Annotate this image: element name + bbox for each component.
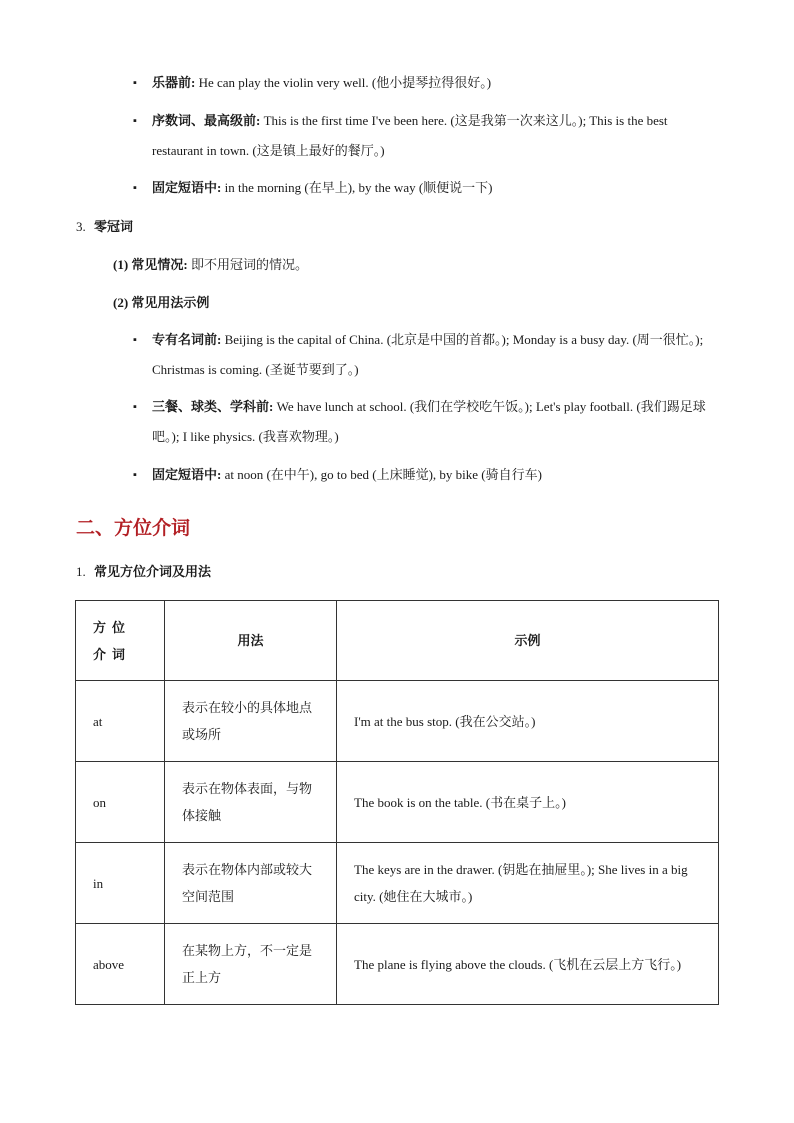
bullet-label: 序数词、最高级前: [152,113,261,128]
bullet-icon: ▪ [133,401,137,413]
cell-preposition: above [76,924,165,1005]
cell-usage: 表示在物体内部或较大空间范围 [165,843,337,924]
cell-preposition: in [76,843,165,924]
bullet-icon: ▪ [133,334,137,346]
bullet-text: This is the first time I've been here. (这是我第一次来这儿。); This is the best restaurant in town. (这是镇上最好的餐厅。) [152,113,668,158]
table-row [76,843,719,924]
bullet-label: 三餐、球类、学科前: [152,399,274,414]
subheading-common-situation [113,255,308,275]
bullet-icon: ▪ [133,77,137,89]
bullet-text: He can play the violin very well. (他小提琴拉得很好。) [195,75,492,90]
bullet-icon: ▪ [133,182,137,194]
list-item [133,173,713,203]
cell-example: The keys are in the drawer. (钥匙在抽屉里。); She lives in a big city. (她住在大城市。) [337,843,719,924]
prepositions-table [75,600,719,1005]
bullet-text: We have lunch at school. (我们在学校吃午饭。); Let's play football. (我们踢足球吧。); I like physics. (我喜欢物理。) [152,399,706,444]
cell-example: I'm at the bus stop. (我在公交站。) [337,681,719,762]
cell-example: The plane is flying above the clouds. (飞机在云层上方飞行。) [337,924,719,1005]
bullet-text: in the morning (在早上), by the way (顺便说一下) [221,180,493,195]
bullet-text: at noon (在中午), go to bed (上床睡觉), by bike (骑自行车) [221,467,542,482]
header-usage: 用法 [165,601,337,681]
subsection-heading [76,562,211,582]
list-item [133,392,713,452]
bullet-label: 专有名词前: [152,332,222,347]
table-row [76,762,719,843]
heading-title: 零冠词 [94,219,134,234]
heading-number: 3. [76,219,86,234]
subheading-text: 即不用冠词的情况。 [187,257,309,272]
bullet-text: Beijing is the capital of China. (北京是中国的首都。); Monday is a busy day. (周一很忙。); Christmas is coming. (圣诞节要到了。) [152,332,704,377]
bullet-icon: ▪ [133,469,137,481]
list-item [133,325,713,385]
header-preposition: 方位介词 [76,601,165,681]
table-row [76,924,719,1005]
list-item [133,106,713,166]
cell-example: The book is on the table. (书在桌子上。) [337,762,719,843]
cell-usage: 表示在较小的具体地点或场所 [165,681,337,762]
bullet-label: 固定短语中: [152,467,222,482]
table-header-row [76,601,719,681]
cell-usage: 表示在物体表面，与物体接触 [165,762,337,843]
subheading-label: (1) 常见情况: [113,257,188,272]
section-heading-zero-article [76,217,133,237]
header-example: 示例 [337,601,719,681]
bullet-label: 固定短语中: [152,180,222,195]
table-row [76,681,719,762]
bullet-label: 乐器前: [152,75,196,90]
list-item [133,460,713,490]
bullet-icon: ▪ [133,115,137,127]
list-item [133,68,713,98]
cell-usage: 在某物上方，不一定是正上方 [165,924,337,1005]
subheading-examples: (2) 常见用法示例 [113,295,210,310]
heading-title: 常见方位介词及用法 [94,564,212,579]
cell-preposition: on [76,762,165,843]
section-heading-prepositions: 二、方位介词 [76,517,191,539]
heading-number: 1. [76,564,86,579]
cell-preposition: at [76,681,165,762]
